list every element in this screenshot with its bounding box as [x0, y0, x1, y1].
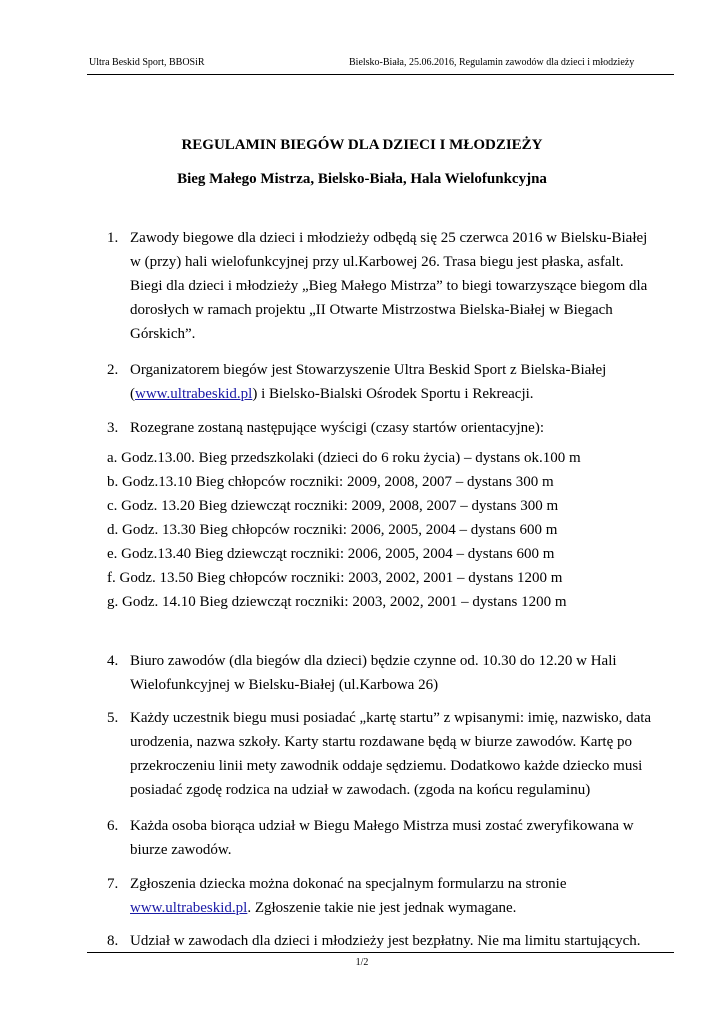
- list-item-2: [107, 358, 667, 406]
- page-number: 1/2: [355, 957, 369, 968]
- list-item-line: przekroczeniu linii mety zawodnik oddaje sędziemu. Dodatkowo każde dziecko musi: [130, 758, 643, 774]
- header-right-text: Bielsko-Biała, 25.06.2016, Regulamin zawodów dla dzieci i młodzieży: [349, 57, 635, 68]
- list-item-line: urodzenia, nazwa szkoły. Karty startu rozdawane będą w biurze zawodów. Kartę po: [130, 734, 633, 750]
- list-item-number: 5.: [107, 710, 119, 726]
- list-item-number: 3.: [107, 420, 119, 436]
- website-link[interactable]: www.ultrabeskid.pl: [130, 900, 248, 916]
- list-item-4: [107, 649, 667, 697]
- race-entry-a: a. Godz.13.00. Bieg przedszkolaki (dzieci do 6 roku życia) – dystans ok.100 m: [107, 450, 581, 466]
- race-entry-b: b. Godz.13.10 Bieg chłopców roczniki: 2009, 2008, 2007 – dystans 300 m: [107, 474, 554, 490]
- list-item-number: 1.: [107, 230, 119, 246]
- list-item-line: Górskich”.: [130, 326, 196, 342]
- race-entry-e: e. Godz.13.40 Bieg dziewcząt roczniki: 2006, 2005, 2004 – dystans 600 m: [107, 546, 555, 562]
- list-item-7: [107, 872, 667, 920]
- list-item-line: Biuro zawodów (dla biegów dla dzieci) będzie czynne od. 10.30 do 12.20 w Hali: [130, 653, 617, 669]
- list-item-line: w (przy) hali wielofunkcyjnej przy ul.Karbowej 26. Trasa biegu jest płaska, asfalt.: [130, 254, 624, 270]
- list-item-line: Każda osoba biorąca udział w Biegu Małego Mistrza musi zostać zweryfikowana w: [130, 818, 634, 834]
- list-item-line: Wielofunkcyjnej w Bielsku-Białej (ul.Karbowa 26): [130, 677, 439, 693]
- list-item-line: posiadać zgodę rodzica na udział w zawodach. (zgoda na końcu regulaminu): [130, 782, 591, 798]
- list-item-line: biurze zawodów.: [130, 842, 232, 858]
- list-item-text: ) i Bielsko-Bialski Ośrodek Sportu i Rekreacji.: [252, 386, 534, 402]
- list-item-number: 6.: [107, 818, 119, 834]
- race-entry-g: g. Godz. 14.10 Bieg dziewcząt roczniki: 2003, 2002, 2001 – dystans 1200 m: [107, 594, 567, 610]
- header-left-text: Ultra Beskid Sport, BBOSiR: [89, 57, 205, 68]
- list-item-1: [107, 226, 667, 346]
- list-item-line: Zgłoszenia dziecka można dokonać na specjalnym formularzu na stronie: [130, 876, 567, 892]
- list-item-6: [107, 814, 667, 862]
- list-item-line: dorosłych w ramach projektu „II Otwarte Mistrzostwa Bielska-Białej w Biegach: [130, 302, 613, 318]
- list-item-line: Organizatorem biegów jest Stowarzyszenie Ultra Beskid Sport z Bielska-Białej: [130, 362, 607, 378]
- list-item-number: 7.: [107, 876, 119, 892]
- document-subtitle: Bieg Małego Mistrza, Bielsko-Biała, Hala Wielofunkcyjna: [177, 171, 547, 187]
- header-divider: [87, 74, 674, 75]
- list-item-text: (: [130, 386, 135, 402]
- list-item-number: 2.: [107, 362, 119, 378]
- race-entry-c: c. Godz. 13.20 Bieg dziewcząt roczniki: 2009, 2008, 2007 – dystans 300 m: [107, 498, 559, 514]
- list-item-3: [107, 416, 667, 440]
- list-item-line: Każdy uczestnik biegu musi posiadać „kartę startu” z wpisanymi: imię, nazwisko, data: [130, 710, 652, 726]
- race-entry-d: d. Godz. 13.30 Bieg chłopców roczniki: 2006, 2005, 2004 – dystans 600 m: [107, 522, 558, 538]
- race-entry-f: f. Godz. 13.50 Bieg chłopców roczniki: 2003, 2002, 2001 – dystans 1200 m: [107, 570, 563, 586]
- list-item-line: Udział w zawodach dla dzieci i młodzieży jest bezpłatny. Nie ma limitu startujących.: [130, 933, 641, 949]
- list-item-text: . Zgłoszenie takie nie jest jednak wymagane.: [247, 900, 517, 916]
- list-item-line: Rozegrane zostaną następujące wyścigi (czasy startów orientacyjne):: [130, 420, 544, 436]
- website-link[interactable]: www.ultrabeskid.pl: [135, 386, 253, 402]
- list-item-number: 8.: [107, 933, 119, 949]
- list-item-line: Zawody biegowe dla dzieci i młodzieży odbędą się 25 czerwca 2016 w Bielsku-Białej: [130, 230, 648, 246]
- list-item-line: Biegi dla dzieci i młodzieży „Bieg Małego Mistrza” to biegi towarzyszące biegom dla: [130, 278, 648, 294]
- list-item-5: [107, 706, 667, 802]
- list-item-number: 4.: [107, 653, 119, 669]
- list-item-8: [107, 929, 667, 953]
- footer-divider: [87, 952, 674, 953]
- document-title: REGULAMIN BIEGÓW DLA DZIECI I MŁODZIEŻY: [181, 137, 543, 153]
